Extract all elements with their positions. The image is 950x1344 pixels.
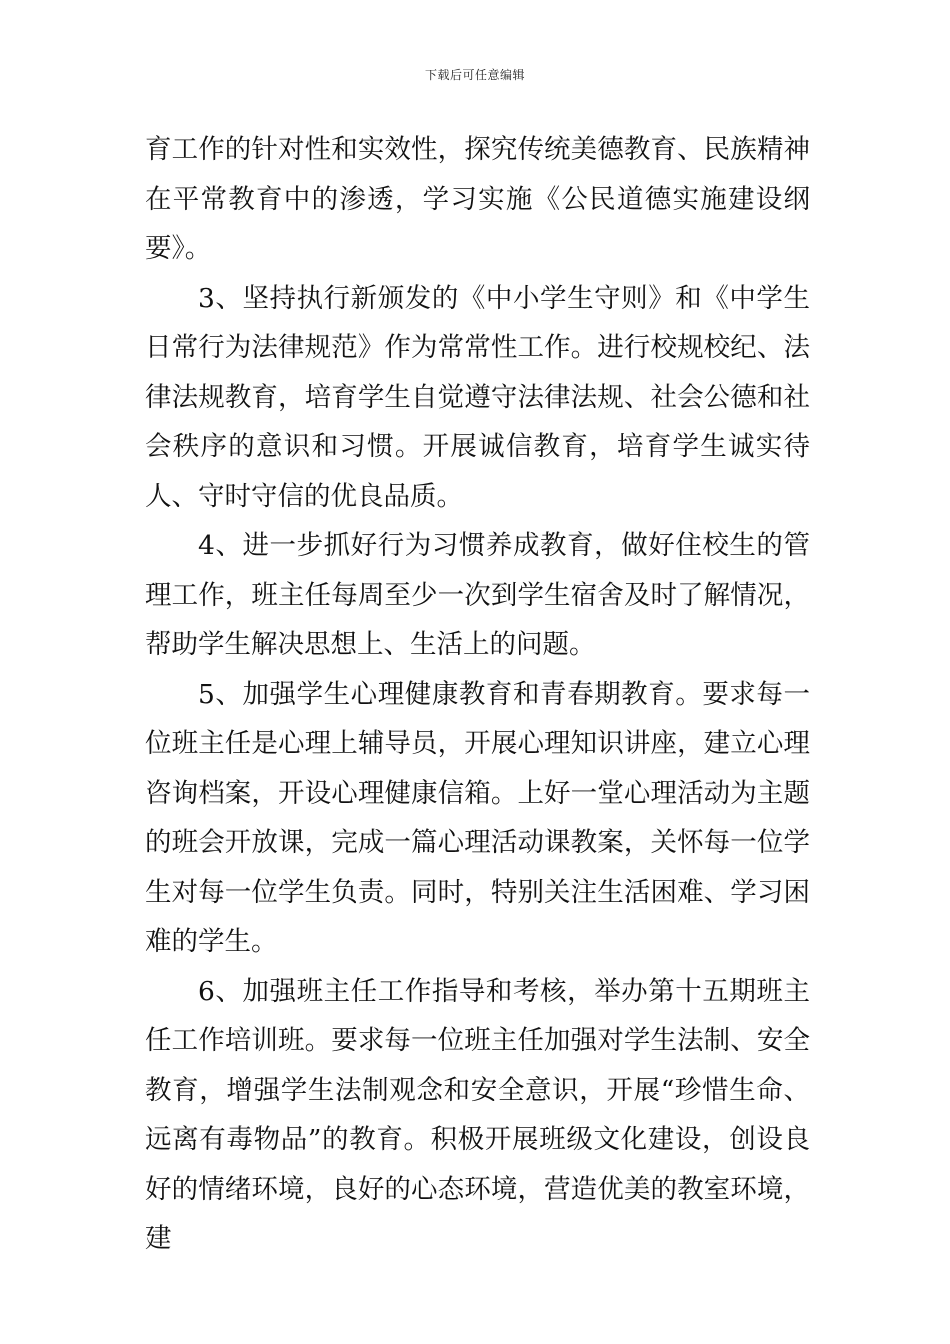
- paragraph-item-6: 6、加强班主任工作指导和考核，举办第十五期班主任工作培训班。要求每一位班主任加强对学生法制、安全教育，增强学生法制观念和安全意识，开展“珍惜生命、远离有毒物品”的教育。积极开展班级文化建设，创设良好的情绪环境，良好的心态环境，营造优美的教室环境，建: [145, 975, 810, 1254]
- paragraph-continuation: 育工作的针对性和实效性，探究传统美德教育、民族精神在平常教育中的渗透，学习实施《公民道德实施建设纲要》。: [145, 134, 810, 264]
- page-header: 下载后可任意编辑: [424, 68, 525, 82]
- document-body: [145, 125, 810, 1264]
- paragraph-item-3: 3、坚持执行新颁发的《中小学生守则》和《中学生日常行为法律规范》作为常常性工作。进行校规校纪、法律法规教育，培育学生自觉遵守法律法规、社会公德和社会秩序的意识和习惯。开展诚信教育，培育学生诚实待人、守时守信的优良品质。: [145, 282, 810, 512]
- paragraph-item-5: 5、加强学生心理健康教育和青春期教育。要求每一位班主任是心理上辅导员，开展心理知识讲座，建立心理咨询档案，开设心理健康信箱。上好一堂心理活动为主题的班会开放课，完成一篇心理活动课教案，关怀每一位学生对每一位学生负责。同时，特别关注生活困难、学习困难的学生。: [145, 678, 810, 957]
- paragraph-item-4: 4、进一步抓好行为习惯养成教育，做好住校生的管理工作，班主任每周至少一次到学生宿舍及时了解情况，帮助学生解决思想上、生活上的问题。: [145, 530, 810, 660]
